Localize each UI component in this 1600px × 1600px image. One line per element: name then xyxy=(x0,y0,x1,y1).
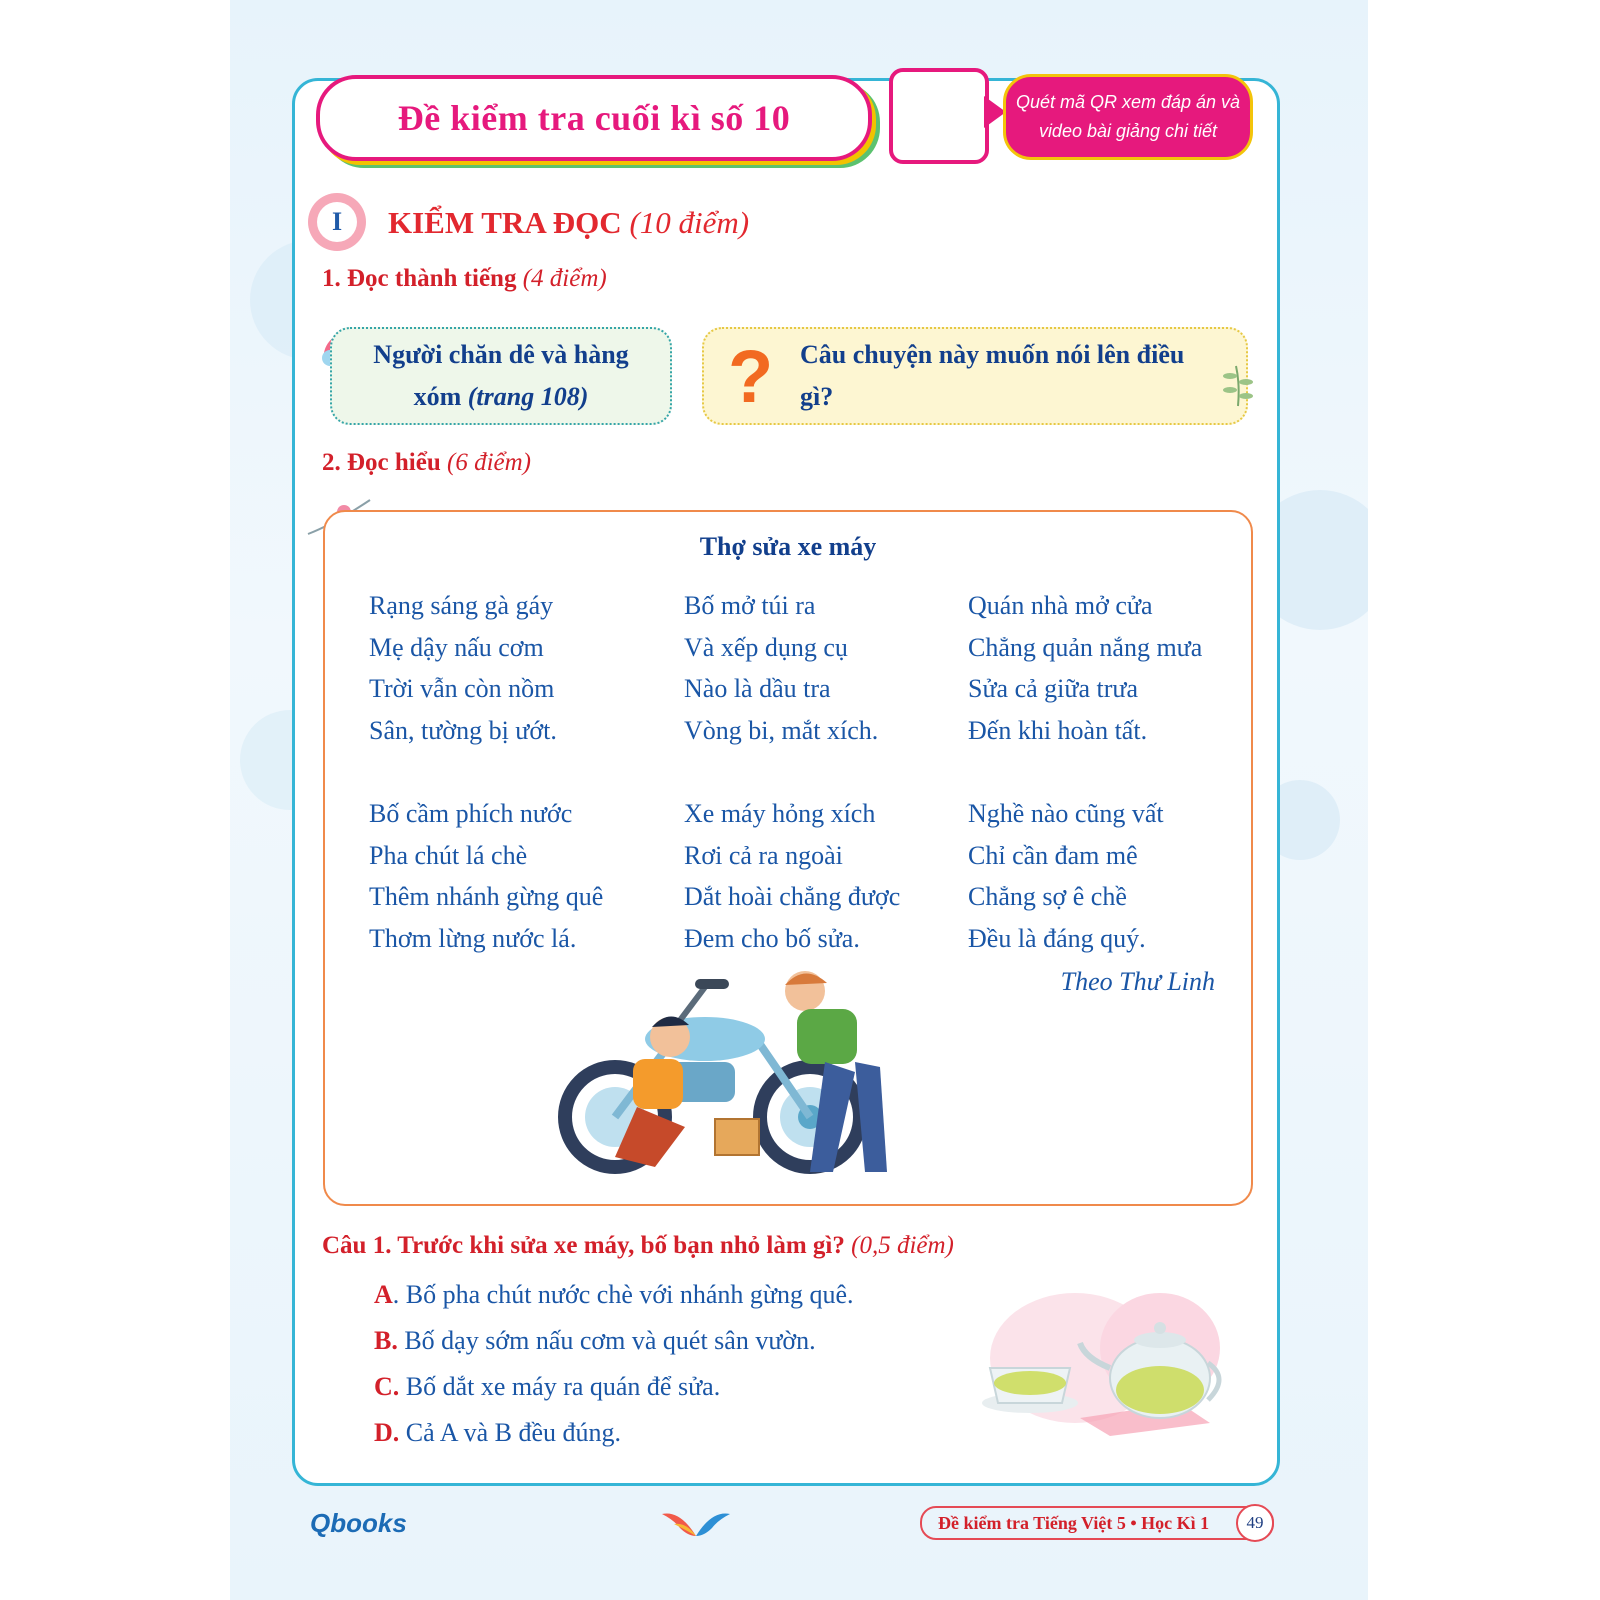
answer-option-d[interactable] xyxy=(374,1418,621,1448)
wings-emblem-icon xyxy=(660,1506,732,1540)
poem-box xyxy=(323,510,1253,1206)
option-letter: A xyxy=(374,1280,393,1309)
part2-heading xyxy=(322,449,531,477)
part1-points: (4 điểm) xyxy=(522,265,607,292)
poem-line: Thơm lừng nước lá. xyxy=(369,923,577,953)
story-title-line2 xyxy=(332,376,670,418)
part2-title: 2. Đọc hiểu xyxy=(322,449,441,476)
poem-line: Chỉ cần đam mê xyxy=(968,840,1138,870)
poem-author: Theo Thư Linh xyxy=(1060,967,1215,996)
story-title-line1: Người chăn dê và hàng xyxy=(373,340,629,369)
poem-line: Rơi cả ra ngoài xyxy=(684,840,843,870)
reading-question-box xyxy=(702,327,1248,425)
poem-line: Đem cho bố sửa. xyxy=(684,923,860,953)
poem-line: Pha chút lá chè xyxy=(369,840,528,870)
qr-instruction-line2: video bài giảng chi tiết xyxy=(1038,121,1218,141)
answer-option-b[interactable] xyxy=(374,1326,816,1356)
poem-stanza-1 xyxy=(369,585,557,751)
poem-line: Bố cầm phích nước xyxy=(369,799,573,828)
section-number-badge xyxy=(308,193,366,251)
poem-line: Sửa cả giữa trưa xyxy=(968,674,1139,703)
part1-heading xyxy=(322,265,607,293)
option-letter: B. xyxy=(374,1326,398,1355)
option-text: . Bố pha chút nước chè với nhánh gừng quê. xyxy=(392,1280,854,1309)
story-title-word: xóm xyxy=(413,382,462,411)
section-points: (10 điểm) xyxy=(629,205,750,240)
poem-line: Quán nhà mở cửa xyxy=(968,591,1153,620)
qr-instruction-line1: Quét mã QR xem đáp án và xyxy=(1015,92,1241,113)
question-mark-icon: ? xyxy=(728,335,774,418)
question-1-text: Câu 1. Trước khi sửa xe máy, bố bạn nhỏ làm gì? xyxy=(322,1232,845,1259)
answer-option-c[interactable] xyxy=(374,1372,720,1402)
option-text: Bố dạy sớm nấu cơm và quét sân vườn. xyxy=(397,1326,816,1355)
poem-line: Xe máy hỏng xích xyxy=(684,799,876,828)
section-title: KIỂM TRA ĐỌC xyxy=(388,205,622,240)
question-1 xyxy=(322,1232,954,1260)
poem-line: Đều là đáng quý. xyxy=(968,923,1146,953)
option-letter: C. xyxy=(374,1372,400,1401)
poem-line: Dắt hoài chẳng được xyxy=(684,882,901,911)
teapot-illustration xyxy=(980,1288,1230,1438)
poem-line: Rạng sáng gà gáy xyxy=(369,591,554,620)
qr-instruction-bubble xyxy=(1003,74,1253,160)
option-text: Cả A và B đều đúng. xyxy=(399,1418,621,1447)
footer-book-title-badge xyxy=(920,1506,1274,1540)
reading-story-box xyxy=(330,327,672,425)
exam-title-banner xyxy=(316,75,872,161)
option-text: Bố dắt xe máy ra quán để sửa. xyxy=(399,1372,721,1401)
leaf-sprig-icon xyxy=(1222,362,1256,408)
option-letter: D. xyxy=(374,1418,400,1447)
poem-line: Nghề nào cũng vất xyxy=(968,799,1164,828)
exam-title: Đề kiểm tra cuối kì số 10 xyxy=(397,98,791,138)
poem-line: Vòng bi, mắt xích. xyxy=(684,715,879,745)
publisher-logo: Qbooks xyxy=(310,1508,407,1538)
answer-option-a[interactable] xyxy=(374,1280,854,1310)
page-number: 49 xyxy=(1236,1504,1274,1542)
part1-title: 1. Đọc thành tiếng xyxy=(322,265,517,292)
question-1-points: (0,5 điểm) xyxy=(851,1232,954,1259)
part2-points: (6 điểm) xyxy=(447,449,531,476)
reading-question-line2: gì? xyxy=(800,382,834,411)
poem-line: Trời vẫn còn nồm xyxy=(369,674,555,703)
poem-line: Đến khi hoàn tất. xyxy=(968,715,1148,745)
story-page-ref: (trang 108) xyxy=(467,382,589,411)
poem-stanza-3 xyxy=(968,585,1202,751)
footer-book-title: Đề kiểm tra Tiếng Việt 5 • Học Kì 1 xyxy=(938,1512,1210,1533)
poem-stanza-6 xyxy=(968,793,1164,959)
poem-line: Sân, tường bị ướt. xyxy=(369,715,557,745)
poem-line: Chẳng quản nắng mưa xyxy=(968,632,1203,662)
poem-line: Mẹ dậy nấu cơm xyxy=(369,632,544,662)
section-heading xyxy=(388,205,749,241)
poem-stanza-2 xyxy=(684,585,878,751)
poem-line: Nào là dầu tra xyxy=(684,674,831,703)
motorcycle-repair-illustration xyxy=(555,967,915,1187)
poem-line: Và xếp dụng cụ xyxy=(684,632,848,662)
reading-question-line1: Câu chuyện này muốn nói lên điều xyxy=(800,340,1185,369)
qr-code-placeholder[interactable] xyxy=(889,68,989,164)
poem-stanza-5 xyxy=(684,793,900,959)
reading-question-text xyxy=(800,334,1220,418)
poem-line: Chẳng sợ ê chề xyxy=(968,882,1127,911)
poem-line: Thêm nhánh gừng quê xyxy=(369,882,604,911)
section-number: I xyxy=(317,202,357,242)
poem-title: Thợ sửa xe máy xyxy=(699,532,877,561)
poem-line: Bố mở túi ra xyxy=(684,591,816,620)
poem-stanza-4 xyxy=(369,793,603,959)
